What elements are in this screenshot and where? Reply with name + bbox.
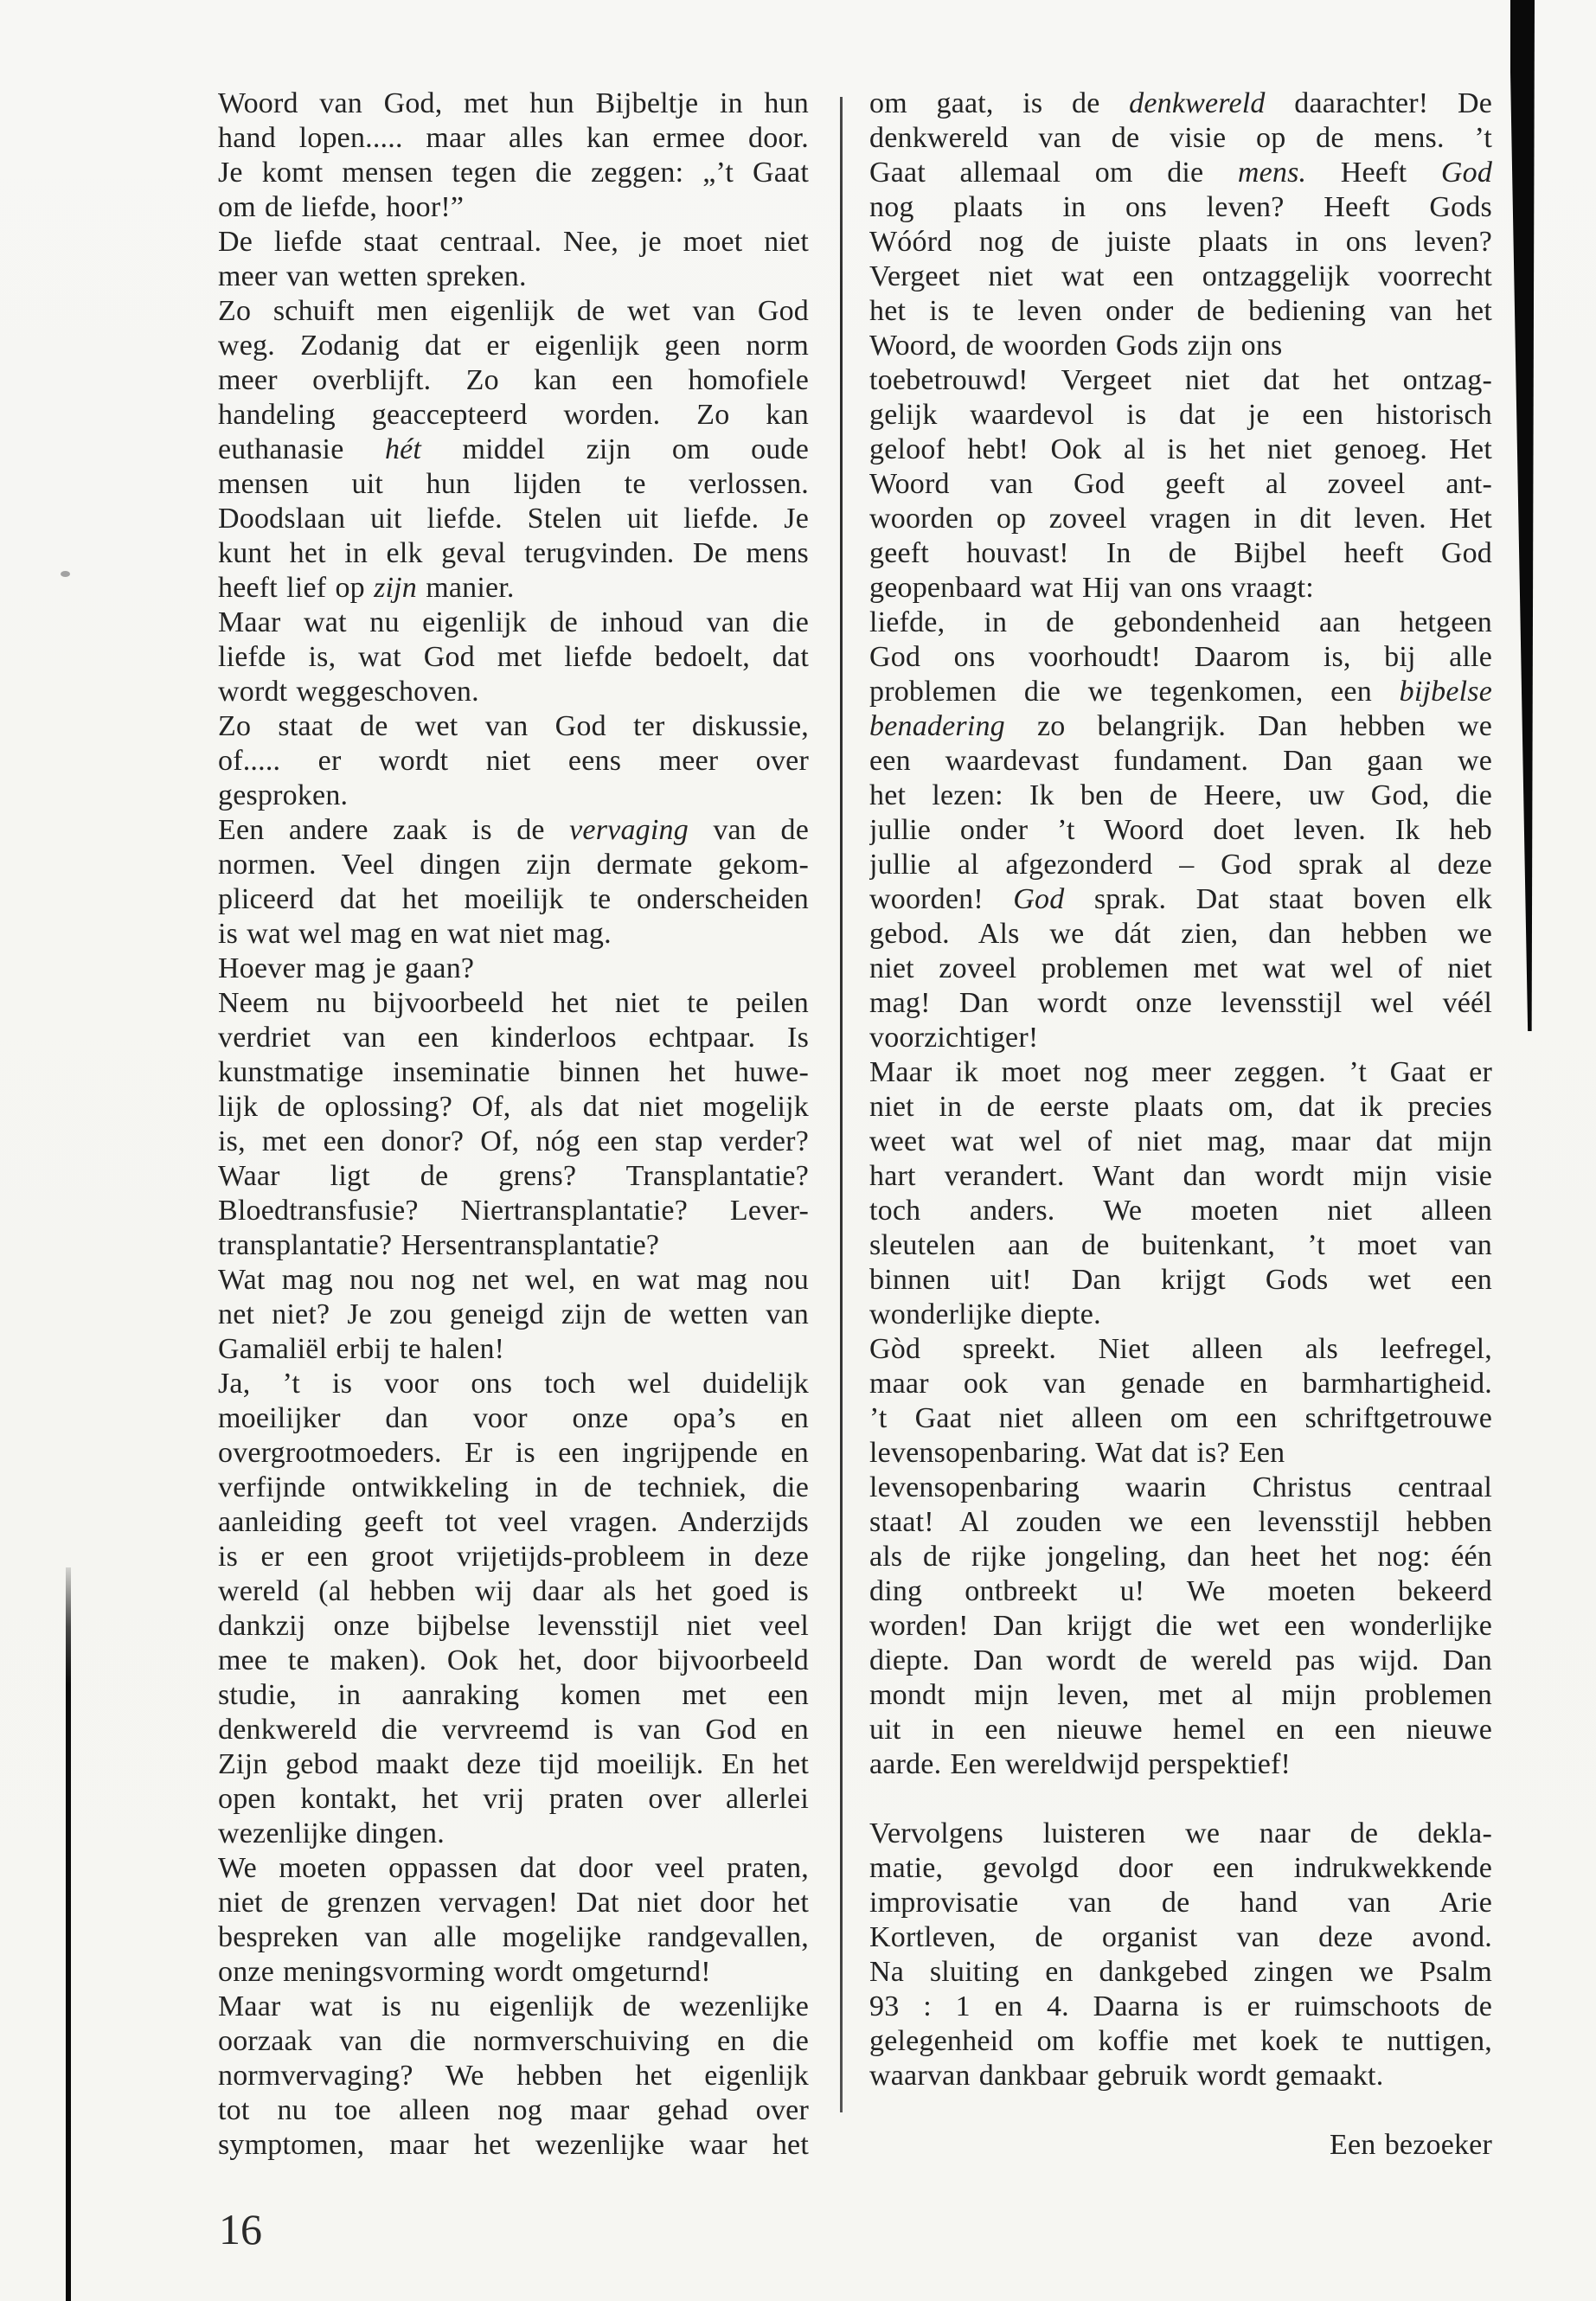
text-line: niet zoveel problemen met wat wel of niet — [869, 952, 1492, 984]
text-line: meer van wetten spreken. — [218, 260, 527, 292]
text-line: mensen uit hun lijden te verlossen. — [218, 468, 809, 500]
text-line: denkwereld van de visie op de mens. ’t — [869, 122, 1492, 154]
text-line — [869, 1782, 1492, 1817]
text-line: staat! Al zouden we een levensstijl hebben — [869, 1506, 1492, 1538]
text-line: Na sluiting en dankgebed zingen we Psalm — [869, 1956, 1492, 1988]
scan-artifact-speck — [61, 571, 70, 577]
text-line: God ons voorhoudt! Daarom is, bij alle — [869, 641, 1492, 673]
text-line: voorzichtiger! — [869, 1022, 1039, 1054]
text-line: Maar wat nu eigenlijk de inhoud van die — [218, 606, 809, 638]
text-line: Zo schuift men eigenlijk de wet van God — [218, 295, 809, 327]
text-line: normen. Veel dingen zijn dermate gekom- — [218, 849, 809, 881]
text-line: is wat wel mag en wat niet mag. — [218, 918, 612, 950]
text-line: gelijk waardevol is dat je een historisch — [869, 399, 1492, 431]
text-line: levensopenbaring waarin Christus centraal — [869, 1471, 1492, 1503]
scan-artifact-right-bar — [1510, 0, 1535, 1031]
text-line: kunt het in elk geval terugvinden. De mens — [218, 537, 809, 569]
text-line: Gòd spreekt. Niet alleen als leefregel, — [869, 1333, 1492, 1365]
text-line: aanleiding geeft tot veel vragen. Anderzijds — [218, 1506, 809, 1538]
text-line: weg. Zodanig dat er eigenlijk geen norm — [218, 330, 809, 362]
text-line: een waardevast fundament. Dan gaan we — [869, 745, 1492, 777]
text-line: geopenbaard wat Hij van ons vraagt: — [869, 572, 1314, 604]
text-line: dankzij onze bijbelse levensstijl niet veel — [218, 1610, 809, 1642]
text-line: wezenlijke dingen. — [218, 1817, 445, 1849]
text-line: oorzaak van die normverschuiving en die — [218, 2025, 809, 2057]
text-line: 93 : 1 en 4. Daarna is er ruimschoots de — [869, 1990, 1492, 2022]
text-line: Vervolgens luisteren we naar de dekla- — [869, 1817, 1492, 1849]
page-number: 16 — [219, 2205, 262, 2253]
text-line: Zo staat de wet van God ter diskussie, — [218, 710, 809, 742]
text-line: om de liefde, hoor!” — [218, 191, 465, 223]
text-line — [869, 2093, 1492, 2128]
text-line: diepte. Dan wordt de wereld pas wijd. Dan — [869, 1644, 1492, 1676]
text-line: bespreken van alle mogelijke randgevallen, — [218, 1921, 809, 1953]
text-line: geeft houvast! In de Bijbel heeft God — [869, 537, 1492, 569]
column-divider-line — [840, 97, 843, 2112]
text-line: Gaat allemaal om die mens. Heeft God — [869, 157, 1492, 189]
text-line: jullie onder ’t Woord doet leven. Ik heb — [869, 814, 1492, 846]
text-line: wonderlijke diepte. — [869, 1298, 1101, 1330]
text-line: niet de grenzen vervagen! Dat niet door het — [218, 1887, 809, 1919]
text-line: mag! Dan wordt onze levensstijl wel véél — [869, 987, 1492, 1019]
text-line: overgrootmoeders. Er is een ingrijpende en — [218, 1437, 809, 1469]
text-line: maar ook van genade en barmhartigheid. — [869, 1368, 1492, 1400]
text-line: Maar ik moet nog meer zeggen. ’t Gaat er — [869, 1056, 1492, 1088]
text-line: aarde. Een wereldwijd perspektief! — [869, 1748, 1292, 1780]
text-line: De liefde staat centraal. Nee, je moet niet — [218, 226, 809, 258]
text-line: Een bezoeker — [1330, 2129, 1492, 2161]
text-line: uit in een nieuwe hemel en een nieuwe — [869, 1714, 1492, 1746]
text-line: Woord van God, met hun Bijbeltje in hun — [218, 87, 809, 119]
text-line: verfijnde ontwikkeling in de techniek, die — [218, 1471, 809, 1503]
text-line: is, met een donor? Of, nóg een stap verder? — [218, 1125, 809, 1157]
text-line: Wóórd nog de juiste plaats in ons leven? — [869, 226, 1492, 258]
text-line: is er een groot vrijetijds-probleem in deze — [218, 1541, 809, 1573]
text-line: lijk de oplossing? Of, als dat niet mogelijk — [218, 1091, 809, 1123]
text-line: gelegenheid om koffie met koek te nuttigen, — [869, 2025, 1492, 2057]
text-line: worden! Dan krijgt die wet een wonderlijke — [869, 1610, 1492, 1642]
text-line: levensopenbaring. Wat dat is? Een — [869, 1437, 1285, 1469]
text-line: hand lopen..... maar alles kan ermee door. — [218, 122, 809, 154]
text-line: toch anders. We moeten niet alleen — [869, 1195, 1492, 1227]
text-line: ’t Gaat niet alleen om een schriftgetrouwe — [869, 1402, 1492, 1434]
text-line: om gaat, is de denkwereld daarachter! De — [869, 87, 1492, 119]
text-line: mondt mijn leven, met al mijn problemen — [869, 1679, 1492, 1711]
text-line: Maar wat is nu eigenlijk de wezenlijke — [218, 1990, 809, 2022]
text-line: net niet? Je zou geneigd zijn de wetten van — [218, 1298, 809, 1330]
text-line: wereld (al hebben wij daar als het goed is — [218, 1575, 809, 1607]
text-line: handeling geaccepteerd worden. Zo kan — [218, 399, 809, 431]
text-line: studie, in aanraking komen met een — [218, 1679, 809, 1711]
text-line: improvisatie van de hand van Arie — [869, 1887, 1492, 1919]
text-line: Ja, ’t is voor ons toch wel duidelijk — [218, 1368, 809, 1400]
text-line: woorden! God sprak. Dat staat boven elk — [869, 883, 1492, 915]
text-line: Woord van God geeft al zoveel ant- — [869, 468, 1492, 500]
text-line: Hoever mag je gaan? — [218, 952, 475, 984]
text-line: pliceerd dat het moeilijk te onderscheiden — [218, 883, 809, 915]
text-line: als de rijke jongeling, dan heet het nog: één — [869, 1541, 1492, 1573]
text-line: open kontakt, het vrij praten over allerlei — [218, 1783, 809, 1815]
left-column-text — [218, 87, 809, 2163]
text-line: Waar ligt de grens? Transplantatie? — [218, 1160, 809, 1192]
scan-artifact-left-line — [66, 1567, 71, 2301]
text-line: We moeten oppassen dat door veel praten, — [218, 1852, 809, 1884]
text-line: benadering zo belangrijk. Dan hebben we — [869, 710, 1492, 742]
text-line: euthanasie hét middel zijn om oude — [218, 433, 809, 465]
text-line: Woord, de woorden Gods zijn ons — [869, 330, 1283, 362]
text-line: kunstmatige inseminatie binnen het huwe- — [218, 1056, 809, 1088]
text-line: gebod. Als we dát zien, dan hebben we — [869, 918, 1492, 950]
text-line: jullie al afgezonderd – God sprak al deze — [869, 849, 1492, 881]
text-line: hart verandert. Want dan wordt mijn visie — [869, 1160, 1492, 1192]
text-line: onze meningsvorming wordt omgeturnd! — [218, 1956, 711, 1988]
text-line: het lezen: Ik ben de Heere, uw God, die — [869, 779, 1492, 811]
text-line: weet wat wel of niet mag, maar dat mijn — [869, 1125, 1492, 1157]
text-line: niet in de eerste plaats om, dat ik precies — [869, 1091, 1492, 1123]
text-line: ding ontbreekt u! We moeten bekeerd — [869, 1575, 1492, 1607]
text-line: Wat mag nou nog net wel, en wat mag nou — [218, 1264, 809, 1296]
text-line: mee te maken). Ook het, door bijvoorbeeld — [218, 1644, 809, 1676]
text-line: Doodslaan uit liefde. Stelen uit liefde. Je — [218, 503, 809, 535]
text-line: woorden op zoveel vragen in dit leven. Het — [869, 503, 1492, 535]
text-line: Vergeet niet wat een ontzaggelijk voorrecht — [869, 260, 1492, 292]
text-line: sleutelen aan de buitenkant, ’t moet van — [869, 1229, 1492, 1261]
text-line: het is te leven onder de bediening van het — [869, 295, 1492, 327]
text-line: liefde, in de gebondenheid aan hetgeen — [869, 606, 1492, 638]
text-line: denkwereld die vervreemd is van God en — [218, 1714, 809, 1746]
text-line: Neem nu bijvoorbeeld het niet te peilen — [218, 987, 809, 1019]
text-line: toebetrouwd! Vergeet niet dat het ontzag- — [869, 364, 1492, 396]
text-line: of..... er wordt niet eens meer over — [218, 745, 809, 777]
text-line: problemen die we tegenkomen, een bijbelse — [869, 676, 1492, 708]
text-line: nog plaats in ons leven? Heeft Gods — [869, 191, 1492, 223]
text-line: meer overblijft. Zo kan een homofiele — [218, 364, 809, 396]
text-line: heeft lief op zijn manier. — [218, 572, 515, 604]
text-line: gesproken. — [218, 779, 349, 811]
text-line: transplantatie? Hersentransplantatie? — [218, 1229, 660, 1261]
text-line: matie, gevolgd door een indrukwekkende — [869, 1852, 1492, 1884]
text-line: Je komt mensen tegen die zeggen: „’t Gaat — [218, 157, 809, 189]
text-line: Bloedtransfusie? Niertransplantatie? Lever- — [218, 1195, 809, 1227]
text-line: normvervaging? We hebben het eigenlijk — [218, 2060, 809, 2092]
text-line: geloof hebt! Ook al is het niet genoeg. Het — [869, 433, 1492, 465]
text-line: Zijn gebod maakt deze tijd moeilijk. En het — [218, 1748, 809, 1780]
text-line: wordt weggeschoven. — [218, 676, 479, 708]
text-line: symptomen, maar het wezenlijke waar het — [218, 2129, 809, 2161]
text-line: verdriet van een kinderloos echtpaar. Is — [218, 1022, 809, 1054]
text-line: Gamaliël erbij te halen! — [218, 1333, 505, 1365]
text-line: Kortleven, de organist van deze avond. — [869, 1921, 1492, 1953]
text-line: moeilijker dan voor onze opa’s en — [218, 1402, 809, 1434]
text-line: waarvan dankbaar gebruik wordt gemaakt. — [869, 2060, 1384, 2092]
text-line: liefde is, wat God met liefde bedoelt, dat — [218, 641, 809, 673]
right-column-text — [869, 87, 1492, 2163]
text-line: binnen uit! Dan krijgt Gods wet een — [869, 1264, 1492, 1296]
text-line: Een andere zaak is de vervaging van de — [218, 814, 809, 846]
text-line: tot nu toe alleen nog maar gehad over — [218, 2094, 809, 2126]
